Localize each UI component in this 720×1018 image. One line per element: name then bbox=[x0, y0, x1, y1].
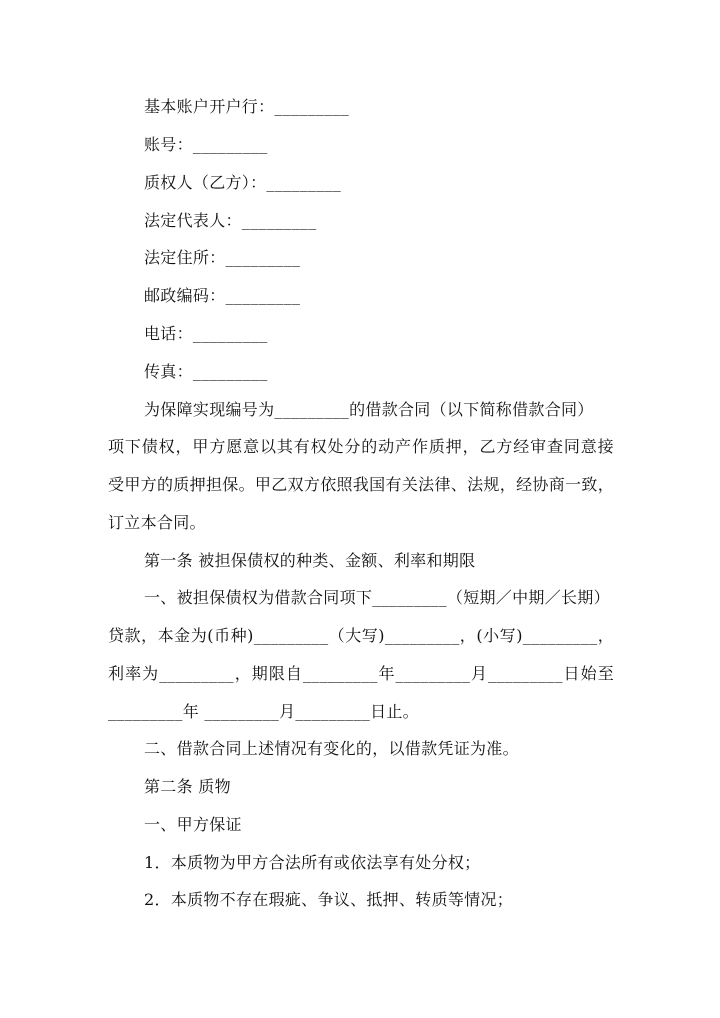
article-1-clause-1-line-4: _________年 _________月_________日止。 bbox=[108, 702, 419, 721]
article-2-heading: 第二条 质物 bbox=[144, 777, 231, 796]
article-2-item-2: 2．本质物不存在瑕疵、争议、抵押、转质等情况； bbox=[144, 890, 514, 909]
article-1-clause-1-line-3: 利率为_________，期限自_________年_________月_________日始至 bbox=[108, 664, 614, 683]
article-1-clause-2: 二、借款合同上述情况有变化的，以借款凭证为准。 bbox=[144, 739, 519, 758]
preamble-line-4: 订立本合同。 bbox=[108, 513, 206, 532]
account-number-line: 账号：_________ bbox=[144, 135, 268, 154]
article-2-clause-1-heading: 一、甲方保证 bbox=[144, 815, 242, 834]
pledgee-line: 质权人（乙方）：_________ bbox=[144, 173, 342, 192]
postal-code-line: 邮政编码：_________ bbox=[144, 286, 301, 305]
article-1-clause-1-line-1: 一、被担保债权为借款合同项下_________（短期／中期／长期） bbox=[144, 588, 610, 607]
bank-account-line: 基本账户开户行：_________ bbox=[144, 97, 350, 116]
phone-line: 电话：_________ bbox=[144, 324, 268, 343]
preamble-line-3: 受甲方的质押担保。甲乙双方依照我国有关法律、法规，经协商一致， bbox=[108, 475, 614, 494]
preamble-line-1: 为保障实现编号为_________的借款合同（以下简称借款合同） bbox=[144, 400, 594, 419]
legal-representative-line: 法定代表人：_________ bbox=[144, 211, 317, 230]
preamble-line-2: 项下债权，甲方愿意以其有权处分的动产作质押，乙方经审查同意接 bbox=[108, 437, 614, 456]
article-1-clause-1-line-2: 贷款，本金为(币种)_________（大写)_________，(小写)_________， bbox=[108, 626, 614, 645]
article-1-heading: 第一条 被担保债权的种类、金额、利率和期限 bbox=[144, 551, 476, 570]
article-2-item-1: 1．本质物为甲方合法所有或依法享有处分权； bbox=[144, 853, 481, 872]
legal-address-line: 法定住所：_________ bbox=[144, 248, 301, 267]
fax-line: 传真：_________ bbox=[144, 362, 268, 381]
